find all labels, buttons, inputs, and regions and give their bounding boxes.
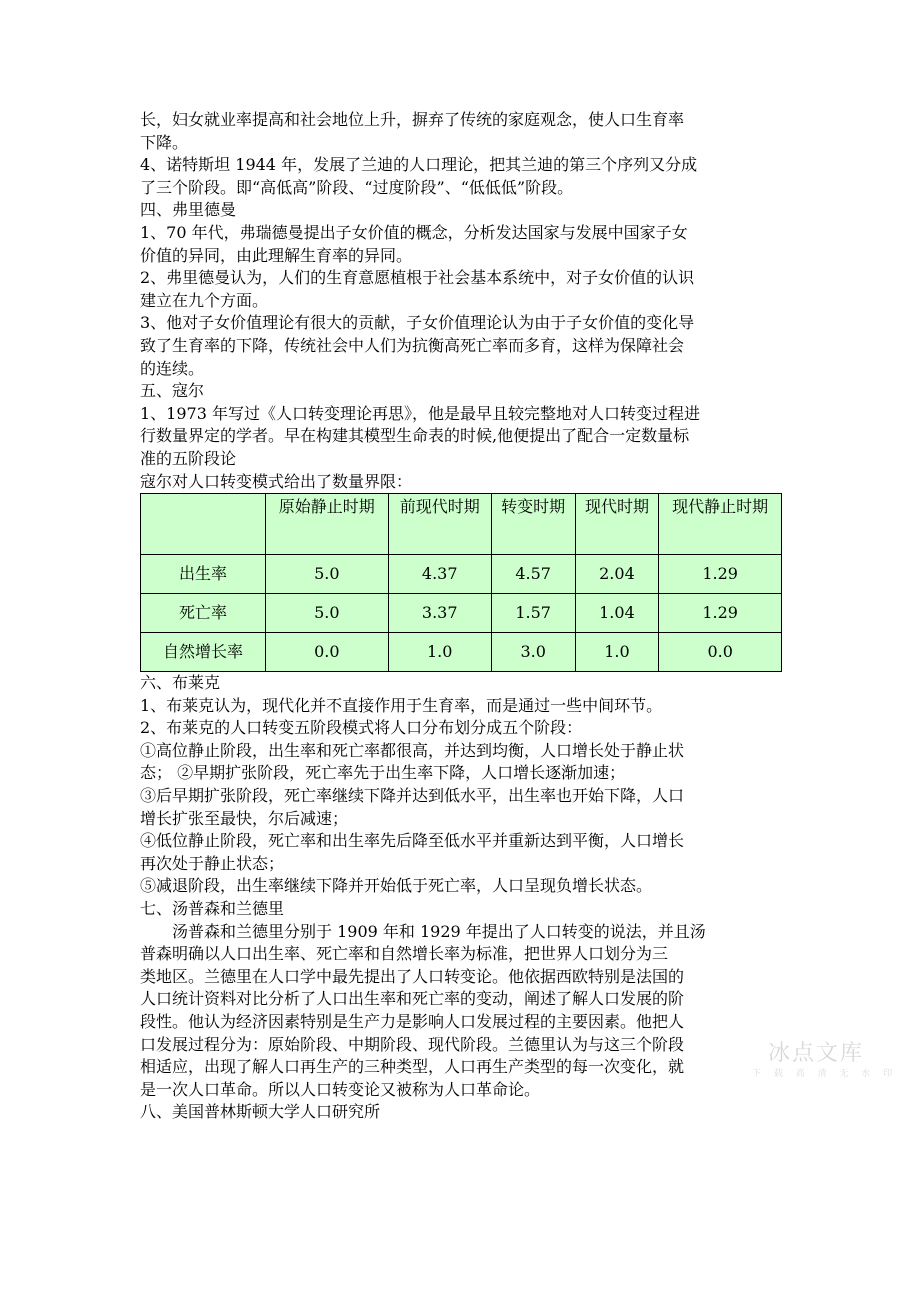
text-line: 是一次人口革命。所以人口转变论又被称为人口革命论。 xyxy=(140,1079,541,1099)
text-line: 行数量界定的学者。早在构建其模型生命表的时候,他便提出了配合一定数量标 xyxy=(140,426,690,446)
table-cell: 4.57 xyxy=(491,555,575,594)
text-line: 2、弗里德曼认为，人们的生育意愿植根于社会基本系统中，对子女价值的认识 xyxy=(140,268,695,288)
watermark-subtext: 下 载 高 清 无 水 印 xyxy=(752,1069,898,1079)
table-cell: 4.37 xyxy=(388,555,491,594)
text-line: 相适应，出现了解人口再生产的三种类型，人口再生产类型的每一次变化，就 xyxy=(140,1057,685,1077)
text-line: ③后早期扩张阶段，死亡率继续下降并达到低水平，出生率也开始下降，人口 xyxy=(140,786,685,806)
table-caption: 寇尔对人口转变模式给出了数量界限： xyxy=(140,471,413,491)
paragraphs-bottom xyxy=(140,672,782,1124)
text-line: 普森明确以人口出生率、死亡率和自然增长率为标准，把世界人口划分为三 xyxy=(140,944,669,964)
text-line: ①高位静止阶段，出生率和死亡率都很高，并达到均衡，人口增长处于静止状 xyxy=(140,740,685,760)
text-line: ④低位静止阶段，死亡率和出生率先后降至低水平并重新达到平衡，人口增长 xyxy=(140,831,685,851)
table-header-cell: 现代静止时期 xyxy=(659,494,782,555)
text-line: 准的五阶段论 xyxy=(140,448,237,468)
table-header-cell: 前现代时期 xyxy=(388,494,491,555)
table-header-row xyxy=(141,494,782,555)
table-cell: 1.0 xyxy=(575,633,659,672)
text-line: 增长扩张至最快，尔后减速； xyxy=(140,808,349,828)
text-line: 致了生育率的下降，传统社会中人们为抗衡高死亡率而多育，这样为保障社会 xyxy=(140,335,685,355)
table-header-cell: 原始静止时期 xyxy=(266,494,389,555)
table-cell: 1.29 xyxy=(659,555,782,594)
text-line: 长，妇女就业率提高和社会地位上升，摒弃了传统的家庭观念，使人口生育率 xyxy=(140,110,685,129)
text-line: 1、布莱克认为，现代化并不直接作用于生育率，而是通过一些中间环节。 xyxy=(140,695,663,715)
text-line: 类地区。兰德里在人口学中最先提出了人口转变论。他依据西欧特别是法国的 xyxy=(140,966,685,986)
section-heading: 四、弗里德曼 xyxy=(140,200,237,220)
table-cell: 5.0 xyxy=(266,594,389,633)
coale-transition-table xyxy=(140,493,782,672)
table-row xyxy=(141,594,782,633)
table-cell: 0.0 xyxy=(266,633,389,672)
text-line: 价值的异同，由此理解生育率的异同。 xyxy=(140,245,413,265)
watermark-logo: 冰点文库 xyxy=(768,1041,865,1066)
table-cell: 1.0 xyxy=(388,633,491,672)
table-cell: 0.0 xyxy=(659,633,782,672)
text-line: 1、1973 年写过《人口转变理论再思》，他是最早且较完整地对人口转变过程进 xyxy=(140,403,700,423)
text-line: 1、70 年代，弗瑞德曼提出子女价值的概念，分析发达国家与发展中国家子女 xyxy=(140,222,688,242)
text-line: ⑤减退阶段，出生率继续下降并开始低于死亡率，人口呈现负增长状态。 xyxy=(140,876,653,896)
text-line: 汤普森和兰德里分别于 1909 年和 1929 年提出了人口转变的说法，并且汤 xyxy=(172,921,706,941)
text-line: 段性。他认为经济因素特别是生产力是影响人口发展过程的主要因素。他把人 xyxy=(140,1012,685,1031)
text-line: 建立在九个方面。 xyxy=(140,290,269,310)
table-header-cell: 现代时期 xyxy=(575,494,659,555)
table-cell: 3.0 xyxy=(491,633,575,672)
table-cell: 3.37 xyxy=(388,594,491,633)
table-row-label: 出生率 xyxy=(141,555,266,594)
text-line: 口发展过程分为：原始阶段、中期阶段、现代阶段。兰德里认为与这三个阶段 xyxy=(140,1034,685,1054)
text-line: 3、他对子女价值理论有很大的贡献，子女价值理论认为由于子女价值的变化导 xyxy=(140,313,695,333)
table-row-label: 自然增长率 xyxy=(141,633,266,672)
text-line: 再次处于静止状态； xyxy=(140,853,285,873)
table-header-cell: 转变时期 xyxy=(491,494,575,555)
table-cell: 2.04 xyxy=(575,555,659,594)
text-line: 4、诺特斯坦 1944 年，发展了兰迪的人口理论，把其兰迪的第三个序列又分成 xyxy=(140,155,698,175)
section-heading: 八、美国普林斯顿大学人口研究所 xyxy=(140,1102,381,1122)
text-line: 人口统计资料对比分析了人口出生率和死亡率的变动，阐述了解人口发展的阶 xyxy=(140,989,685,1009)
table-cell: 1.04 xyxy=(575,594,659,633)
section-heading: 六、布莱克 xyxy=(140,673,221,693)
table-cell: 1.57 xyxy=(491,594,575,633)
table-corner-cell xyxy=(141,494,266,555)
table-cell: 5.0 xyxy=(266,555,389,594)
document-page xyxy=(140,109,782,1124)
text-line: 了三个阶段。即“高低高”阶段、“过度阶段”、“低低低”阶段。 xyxy=(140,177,574,197)
text-line: 的连续。 xyxy=(140,358,205,378)
paragraphs-top xyxy=(140,109,782,493)
table-row xyxy=(141,633,782,672)
text-line: 2、布莱克的人口转变五阶段模式将人口分布划分成五个阶段： xyxy=(140,718,583,738)
section-heading: 五、寇尔 xyxy=(140,381,205,401)
table-cell: 1.29 xyxy=(659,594,782,633)
text-line: 下降。 xyxy=(140,132,189,152)
table-row-label: 死亡率 xyxy=(141,594,266,633)
text-line: 态； ②早期扩张阶段，死亡率先于出生率下降，人口增长逐渐加速； xyxy=(140,763,626,783)
section-heading: 七、汤普森和兰德里 xyxy=(140,899,285,919)
table-row xyxy=(141,555,782,594)
